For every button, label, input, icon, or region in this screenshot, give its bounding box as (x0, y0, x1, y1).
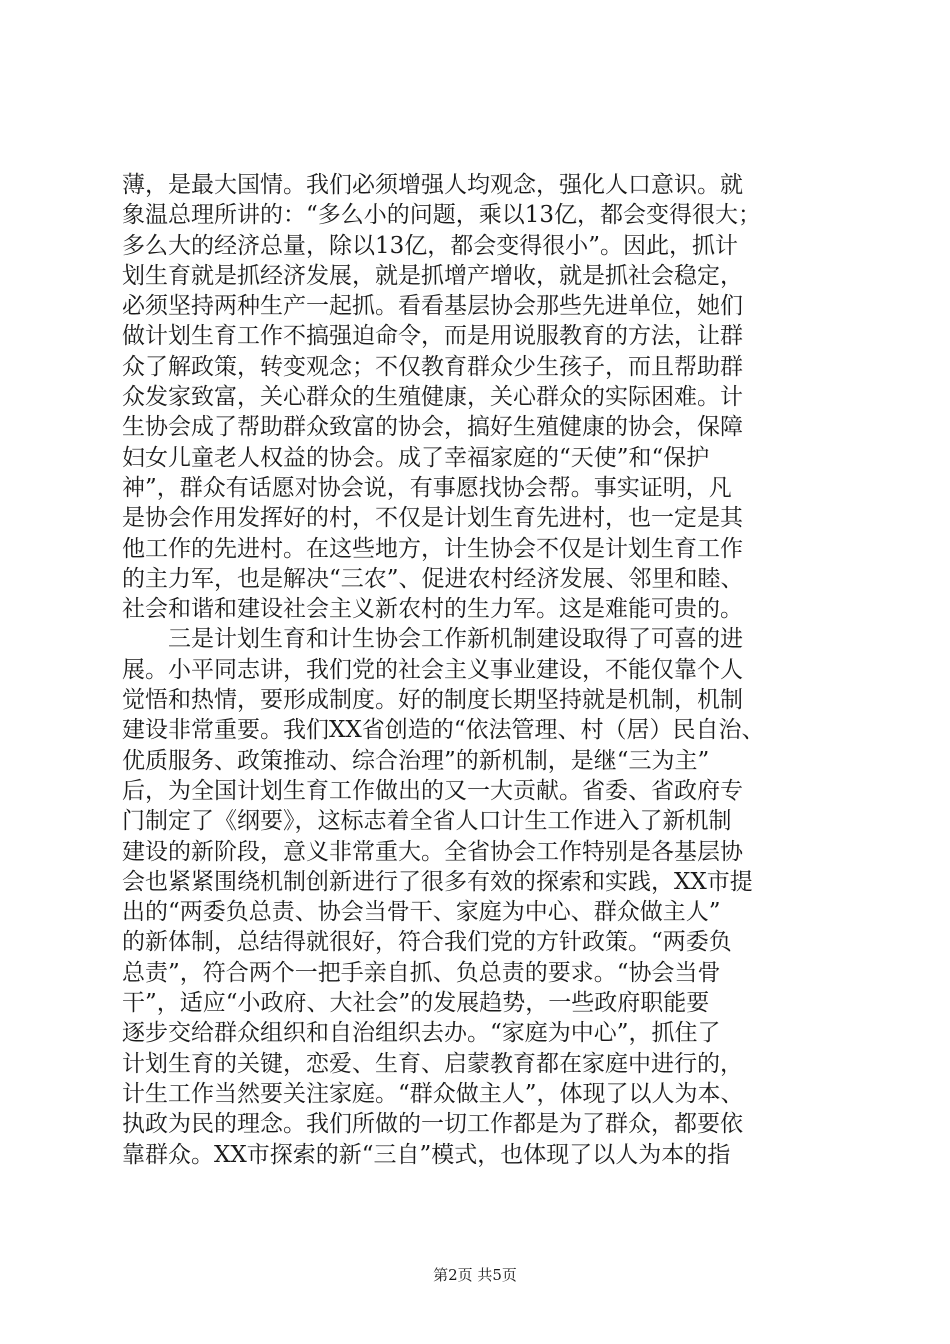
text-line: 薄，是最大国情。我们必须增强人均观念，强化人口意识。就 (122, 172, 743, 198)
text-line: 三是计划生育和计生协会工作新机制建设取得了可喜的进 (168, 626, 743, 653)
text-line: 执政为民的理念。我们所做的一切工作都是为了群众，都要依 (122, 1111, 743, 1138)
text-line: 展。小平同志讲，我们党的社会主义事业建设，不能仅靠个人 (122, 656, 743, 683)
text-line: 建设非常重要。我们XX省创造的“依法管理、村（居）民自治、 (122, 717, 765, 744)
text-line: 多么大的经济总量，除以13亿，都会变得很小”。因此，抓计 (122, 232, 739, 259)
text-line: 做计划生育工作不搞强迫命令，而是用说服教育的方法，让群 (122, 323, 743, 350)
text-line: 计划生育的关键，恋爱、生育、启蒙教育都在家庭中进行的， (122, 1050, 743, 1077)
text-line: 逐步交给群众组织和自治组织去办。“家庭为中心”，抓住了 (122, 1020, 721, 1047)
text-line: 出的“两委负总责、协会当骨干、家庭为中心、群众做主人” (122, 899, 721, 926)
text-line: 后，为全国计划生育工作做出的又一大贡献。省委、省政府专 (122, 777, 743, 804)
text-line: 计生工作当然要关注家庭。“群众做主人”，体现了以人为本、 (122, 1080, 744, 1107)
text-line: 的新体制，总结得就很好，符合我们党的方针政策。“两委负 (122, 929, 732, 956)
text-line: 必须坚持两种生产一起抓。看看基层协会那些先进单位，她们 (122, 293, 743, 320)
text-line: 建设的新阶段，意义非常重大。全省协会工作特别是各基层协 (122, 838, 743, 865)
text-line: 生协会成了帮助群众致富的协会，搞好生殖健康的协会，保障 (122, 414, 743, 441)
text-line: 妇女儿童老人权益的协会。成了幸福家庭的“天使”和“保护 (122, 444, 710, 471)
text-line: 总责”，符合两个一把手亲自抓、负总责的要求。“协会当骨 (122, 959, 721, 986)
text-line: 划生育就是抓经济发展，就是抓增产增收，就是抓社会稳定， (122, 262, 743, 289)
text-line: 会也紧紧围绕机制创新进行了很多有效的探索和实践，XX市提 (122, 868, 753, 895)
text-line: 众发家致富，关心群众的生殖健康，关心群众的实际困难。计 (122, 384, 743, 411)
text-line: 神”，群众有话愿对协会说，有事愿找协会帮。事实证明，凡 (122, 474, 732, 501)
text-line: 觉悟和热情，要形成制度。好的制度长期坚持就是机制，机制 (122, 687, 743, 714)
text-line: 门制定了《纲要》，这标志着全省人口计生工作进入了新机制 (122, 808, 732, 835)
text-line: 是协会作用发挥好的村，不仅是计划生育先进村，也一定是其 (122, 505, 743, 532)
body-text (122, 170, 832, 1170)
text-line: 干”，适应“小政府、大社会”的发展趋势，一些政府职能要 (122, 990, 710, 1017)
text-line: 的主力军，也是解决“三农”、促进农村经济发展、邻里和睦、 (122, 565, 744, 592)
text-line: 他工作的先进村。在这些地方，计生协会不仅是计划生育工作 (122, 535, 743, 562)
text-line: 象温总理所讲的：“多么小的问题，乘以13亿，都会变得很大； (122, 202, 762, 229)
text-line: 靠群众。XX市探索的新“三自”模式，也体现了以人为本的指 (122, 1141, 731, 1168)
text-line: 众了解政策，转变观念；不仅教育群众少生孩子，而且帮助群 (122, 353, 743, 380)
text-line: 优质服务、政策推动、综合治理”的新机制，是继“三为主” (122, 747, 710, 774)
page-footer: 第2页 共5页 (433, 1266, 517, 1284)
text-line: 社会和谐和建设社会主义新农村的生力军。这是难能可贵的。 (122, 596, 743, 623)
